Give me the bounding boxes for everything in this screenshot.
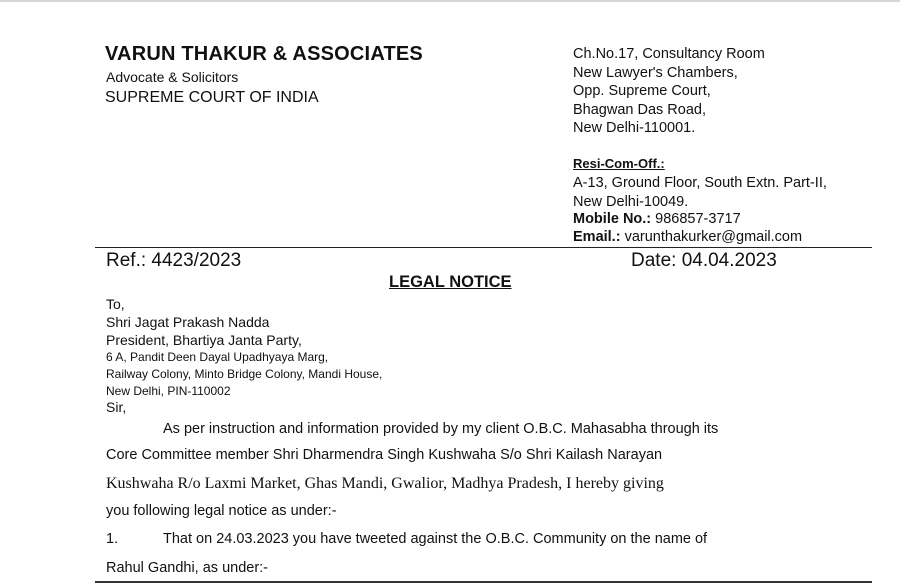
email-value: varunthakurker@gmail.com bbox=[620, 229, 803, 245]
firm-name: VARUN THAKUR & ASSOCIATES bbox=[105, 43, 423, 65]
chamber-address bbox=[573, 45, 765, 138]
body-text-line: Core Committee member Shri Dharmendra Singh Kushwaha S/o Shri Kailash Narayan bbox=[106, 447, 663, 463]
address-line: New Delhi-10049. bbox=[573, 193, 689, 210]
address-line: Bhagwan Das Road, bbox=[573, 101, 706, 118]
notice-title: LEGAL NOTICE bbox=[389, 273, 512, 291]
recipient-address-line: 6 A, Pandit Deen Dayal Upadhyaya Marg, bbox=[106, 350, 329, 364]
recipient-address-line: New Delhi, PIN-110002 bbox=[106, 384, 231, 398]
recipient-name: Shri Jagat Prakash Nadda bbox=[106, 314, 270, 330]
reference-number: Ref.: 4423/2023 bbox=[106, 250, 242, 271]
email-label: Email.: bbox=[573, 229, 621, 245]
top-border bbox=[0, 0, 900, 2]
email-line bbox=[573, 229, 802, 245]
mobile-value: 986857-3717 bbox=[651, 211, 741, 227]
address-line: New Lawyer's Chambers, bbox=[573, 64, 738, 81]
body-text-line: As per instruction and information provided by my client O.B.C. Mahasabha through its bbox=[163, 421, 719, 437]
point-text-continued: Rahul Gandhi, as under:- bbox=[106, 560, 269, 576]
firm-subtitle: Advocate & Solicitors bbox=[106, 69, 239, 85]
header-divider bbox=[95, 247, 872, 248]
address-line: Opp. Supreme Court, bbox=[573, 83, 711, 99]
point-number: 1. bbox=[106, 531, 119, 547]
firm-court: SUPREME COURT OF INDIA bbox=[105, 89, 319, 106]
mobile-label: Mobile No.: bbox=[573, 211, 652, 227]
resi-label: Resi-Com-Off.: bbox=[573, 156, 665, 171]
resi-address bbox=[573, 174, 827, 211]
salutation: Sir, bbox=[106, 399, 127, 415]
point-text: That on 24.03.2023 you have tweeted against the O.B.C. Community on the name of bbox=[163, 531, 708, 547]
body-text-line: you following legal notice as under:- bbox=[106, 503, 337, 519]
recipient-designation: President, Bhartiya Janta Party, bbox=[106, 332, 302, 348]
notice-date: Date: 04.04.2023 bbox=[631, 250, 777, 271]
address-line: New Delhi-110001. bbox=[573, 120, 696, 136]
body-text-line: Kushwaha R/o Laxmi Market, Ghas Mandi, Gwalior, Madhya Pradesh, I hereby giving bbox=[106, 475, 664, 492]
address-line: Ch.No.17, Consultancy Room bbox=[573, 46, 765, 62]
address-line: A-13, Ground Floor, South Extn. Part-II, bbox=[573, 175, 827, 191]
mobile-line bbox=[573, 211, 741, 227]
bottom-divider bbox=[95, 581, 872, 583]
recipient-address-line: Railway Colony, Minto Bridge Colony, Mandi House, bbox=[106, 367, 383, 381]
recipient-to: To, bbox=[106, 296, 125, 312]
